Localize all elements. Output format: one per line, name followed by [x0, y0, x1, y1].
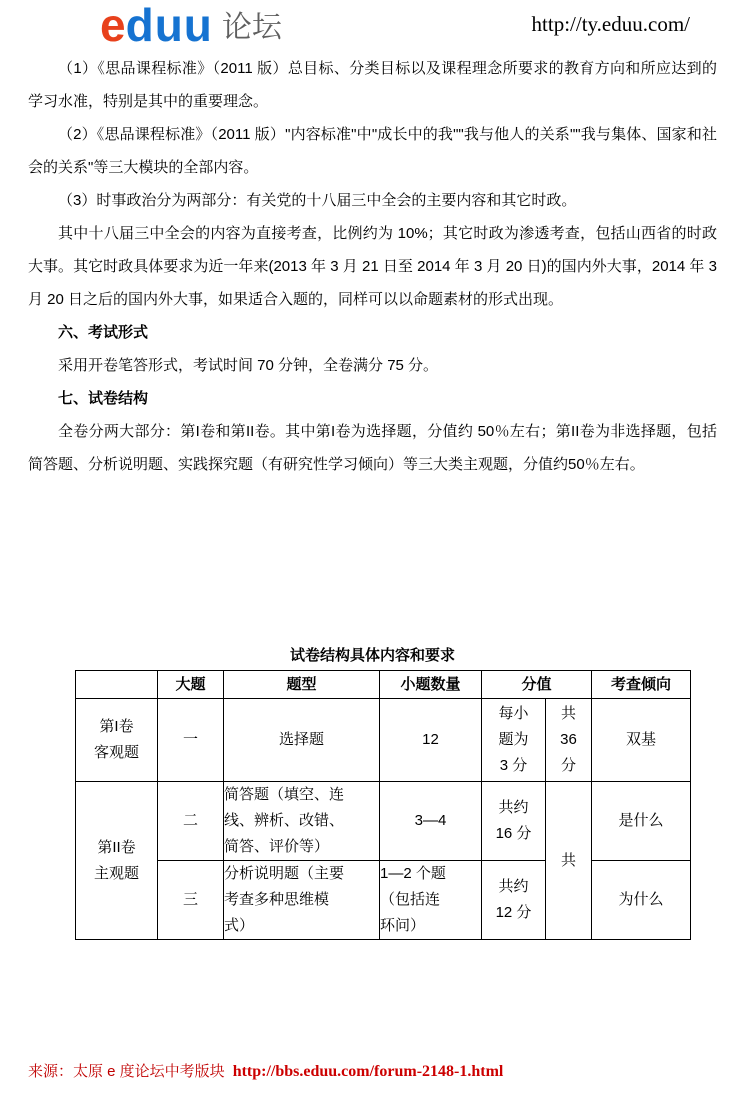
logo-forum-text: 论坛: [221, 11, 282, 44]
cell-score-subtotal: 共约 16 分: [482, 782, 546, 861]
table-row-volume2-q2: [76, 782, 691, 861]
cell-score-merged-total: 共: [546, 782, 592, 940]
cell-exam-focus: 双基: [592, 699, 691, 782]
header-cell-question-type: 题型: [224, 671, 380, 699]
paragraph-paper-structure: 全卷分两大部分：第I卷和第II卷。其中第I卷为选择题，分值约 50％左右；第II卷为非选择题，包括简答题、分析说明题、实践探究题（有研究性学习倾向）等三大类主观题，分值约50％左右。: [28, 423, 717, 473]
section-heading-paper-structure: 七、试卷结构: [58, 390, 149, 407]
logo-letter-e: e: [100, 0, 126, 51]
header-cell-exam-focus: 考查倾向: [592, 671, 691, 699]
cell-score-total: 共 36 分: [546, 699, 592, 782]
cell-question-type: 选择题: [224, 699, 380, 782]
document-body: [28, 52, 717, 940]
header-cell-score: 分值: [482, 671, 592, 699]
cell-exam-focus: 为什么: [592, 861, 691, 940]
cell-question-type: 分析说明题（主要 考查多种思维模 式）: [224, 861, 380, 940]
section-heading-exam-form: 六、考试形式: [58, 324, 149, 341]
cell-score-subtotal: 共约 12 分: [482, 861, 546, 940]
logo-letters-duu: duu: [125, 0, 213, 51]
cell-question-type: 简答题（填空、连 线、辨析、改错、 简答、评价等）: [224, 782, 380, 861]
header-cell-subquestion-count: 小题数量: [380, 671, 482, 699]
paragraph-1: （1）《思品课程标准》（2011 版）总目标、分类目标以及课程理念所要求的教育方向和所应达到的学习水准，特别是其中的重要理念。: [28, 60, 717, 110]
source-url-link[interactable]: http://bbs.eduu.com/forum-2148-1.html: [232, 1063, 504, 1080]
table-row-volume2-q3: [76, 861, 691, 940]
page-header: [0, 0, 745, 52]
cell-exam-focus: 是什么: [592, 782, 691, 861]
table-title: 试卷结构具体内容和要求: [289, 647, 455, 664]
cell-subquestion-count: 3—4: [380, 782, 482, 861]
header-cell-empty: [76, 671, 158, 699]
group-label-volume2: 第II卷 主观题: [76, 782, 158, 940]
paragraph-4: 其中十八届三中全会的内容为直接考查，比例约为 10%；其它时政为渗透考查，包括山西省的时政大事。其它时政具体要求为近一年来(2013 年 3 月 21 日至 2014 年 3 月 20 日)的国内外大事，2014 年 3 月 20 日之后的国内外大事，如果适合入题的，同样可以以命题素材的形式出现。: [28, 225, 717, 308]
cell-subquestion-count: 12: [380, 699, 482, 782]
paragraph-2: （2）《思品课程标准》（2011 版）"内容标准"中"成长中的我""我与他人的关系""我与集体、国家和社会的关系"等三大模块的全部内容。: [28, 126, 717, 176]
cell-score-per-item: 每小 题为 3 分: [482, 699, 546, 782]
cell-question-number: 三: [158, 861, 224, 940]
paragraph-exam-form: 采用开卷笔答形式，考试时间 70 分钟，全卷满分 75 分。: [58, 357, 439, 374]
source-footer: [28, 1060, 503, 1081]
cell-question-number: 二: [158, 782, 224, 861]
source-label: 来源：太原 e 度论坛中考版块: [28, 1063, 225, 1080]
group-label-volume1: 第I卷 客观题: [76, 699, 158, 782]
header-cell-question-group: 大题: [158, 671, 224, 699]
table-header-row: [76, 671, 691, 699]
table-row-volume1: [76, 699, 691, 782]
site-url-link[interactable]: http://ty.eduu.com/: [531, 12, 690, 36]
cell-question-number: 一: [158, 699, 224, 782]
cell-subquestion-count: 1—2 个题 （包括连 环问）: [380, 861, 482, 940]
paragraph-3: （3）时事政治分为两部分：有关党的十八届三中全会的主要内容和其它时政。: [58, 192, 577, 209]
paper-structure-table: [75, 670, 691, 940]
